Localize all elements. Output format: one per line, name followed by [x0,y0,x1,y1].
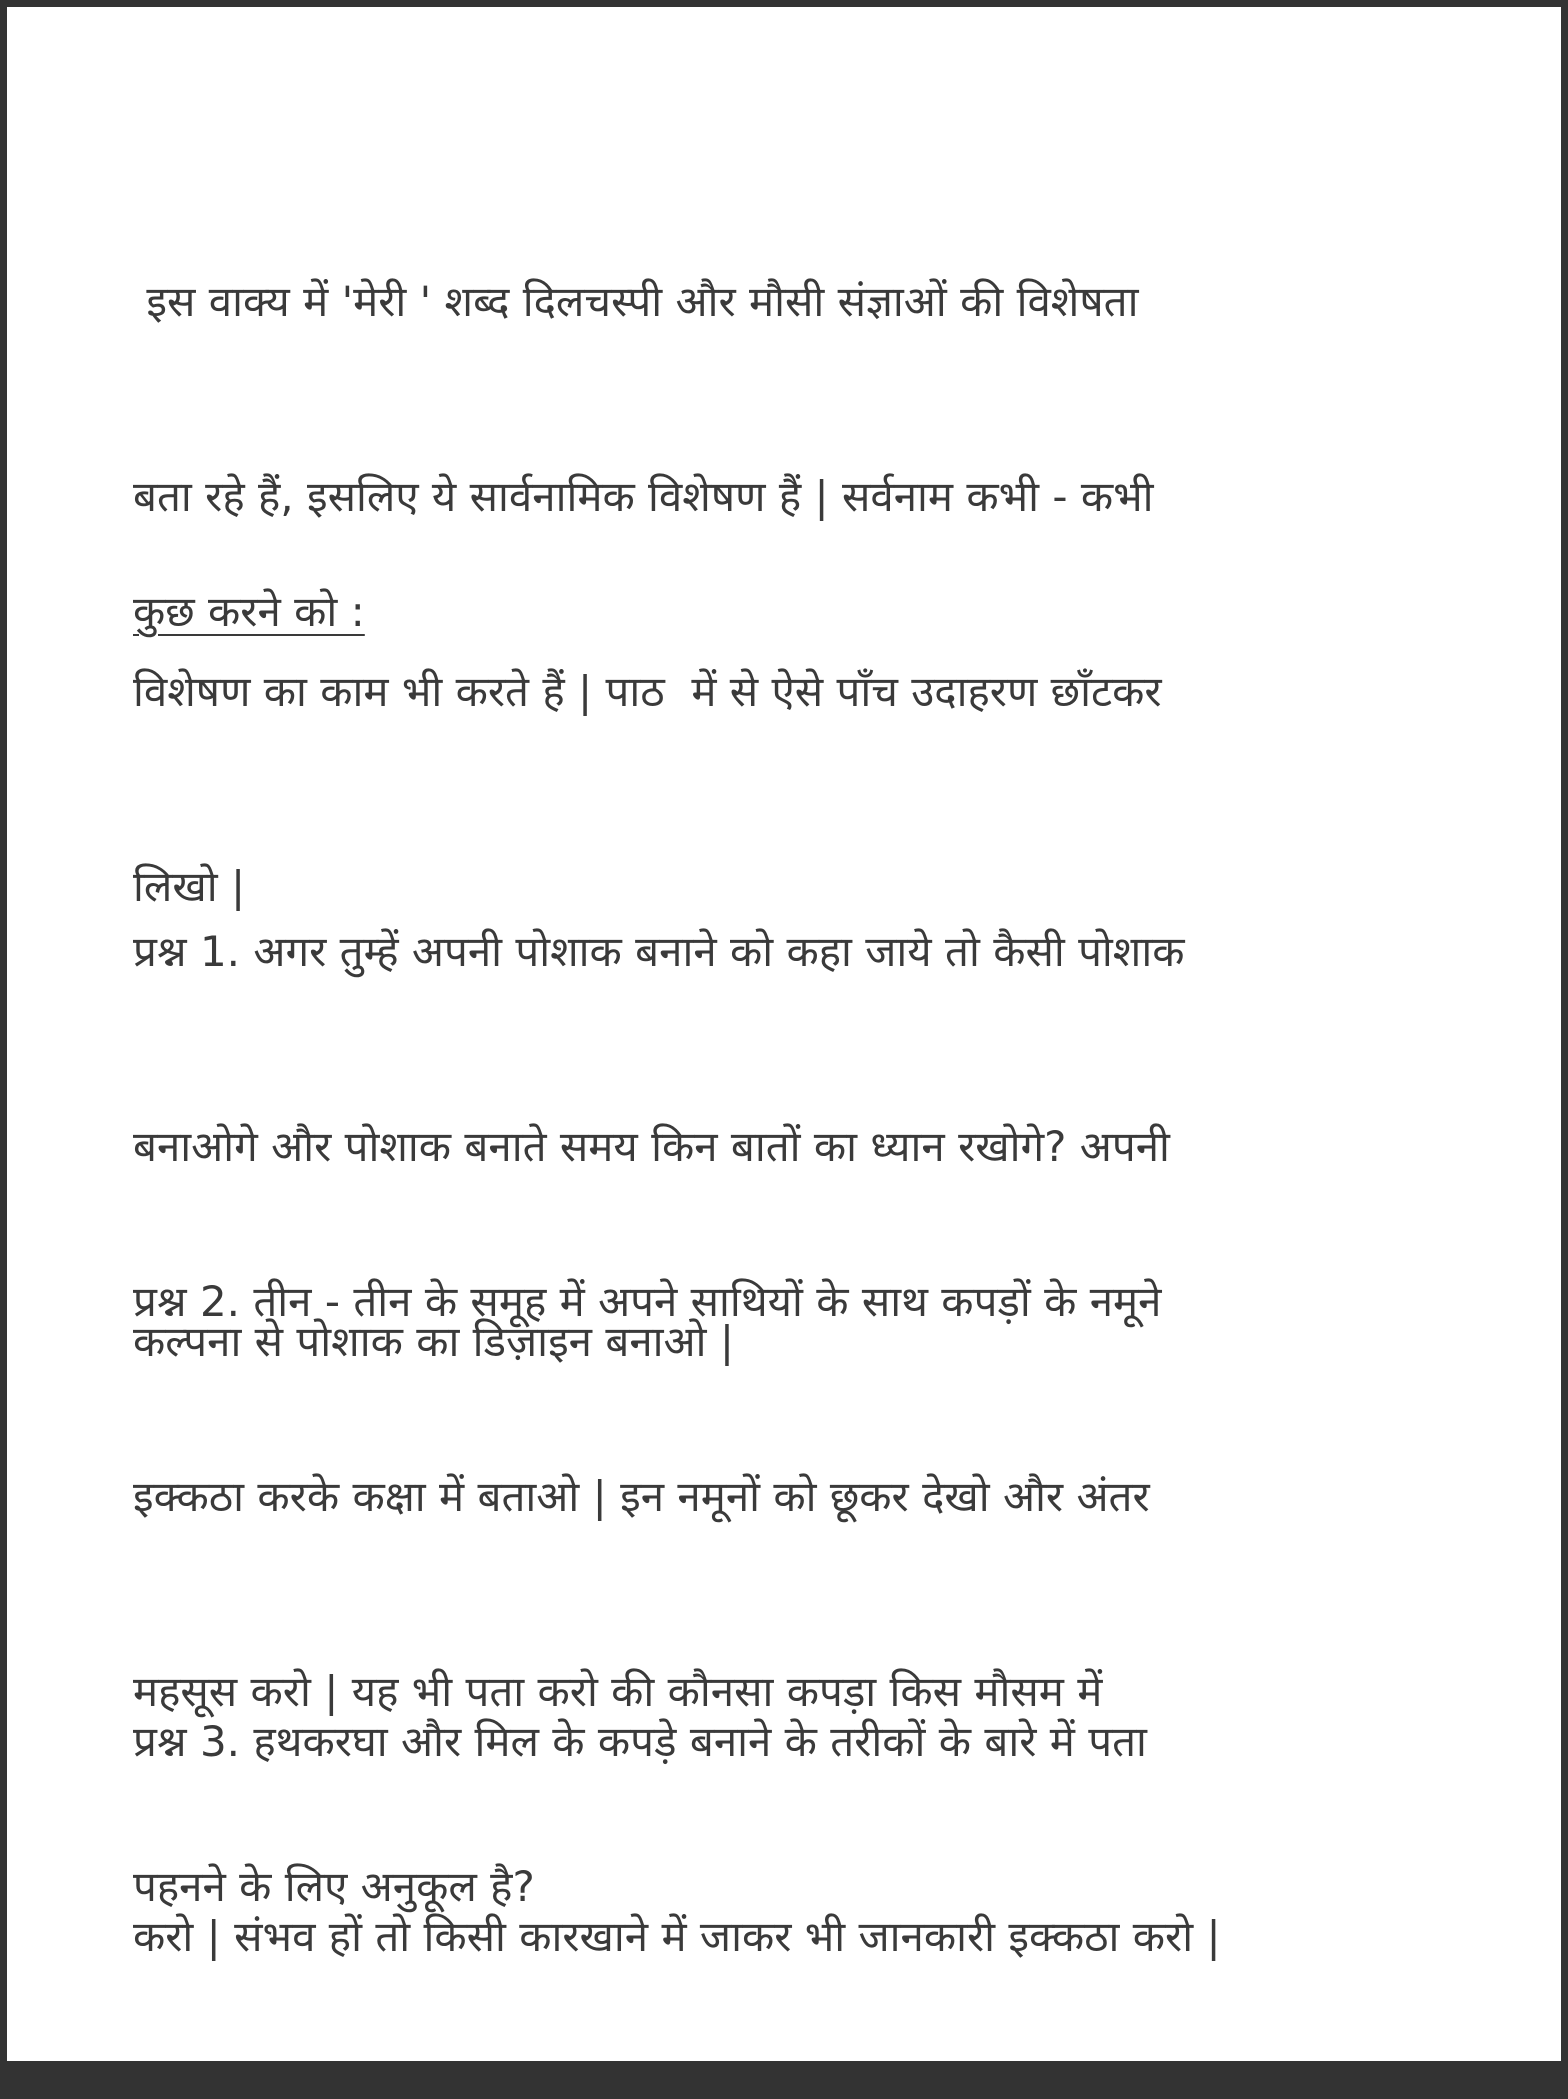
question-line: प्रश्न 1. अगर तुम्हें अपनी पोशाक बनाने को कहा जाये तो कैसी पोशाक [133,927,1185,976]
question-3 [133,1579,1221,2099]
question-line: पहनने के लिए अनुकूल है? [133,1862,535,1911]
question-line: महसूस करो | यह भी पता करो की कौनसा कपड़ा किस मौसम में [133,1667,1103,1716]
question-line: कल्पना से पोशाक का डिज़ाइन बनाओ | [133,1317,734,1366]
intro-line: विशेषण का काम भी करते हैं | पाठ में से ऐसे पाँच उदाहरण छाँटकर [133,667,1162,716]
activity-heading: कुछ करने को : [133,587,365,636]
question-line: इक्कठा करके कक्षा में बताओ | इन नमूनों को छूकर देखो और अंतर [133,1472,1150,1521]
intro-line: लिखो | [133,862,246,911]
intro-line: बता रहे हैं, इसलिए ये सार्वनामिक विशेषण हैं | सर्वनाम कभी - कभी [133,472,1154,521]
document-page [7,7,1561,2061]
question-line: प्रश्न 3. हथकरघा और मिल के कपड़े बनाने के तरीकों के बारे में पता [133,1717,1147,1766]
question-line: करो | संभव हों तो किसी कारखाने में जाकर भी जानकारी इक्कठा करो | [133,1912,1221,1961]
question-line: प्रश्न 2. तीन - तीन के समूह में अपने साथियों के साथ कपड़ों के नमूने [133,1277,1162,1326]
question-line: बनाओगे और पोशाक बनाते समय किन बातों का ध्यान रखोगे? अपनी [133,1122,1170,1171]
intro-line: इस वाक्य में 'मेरी ' शब्द दिलचस्पी और मौसी संज्ञाओं की विशेषता [133,277,1139,326]
